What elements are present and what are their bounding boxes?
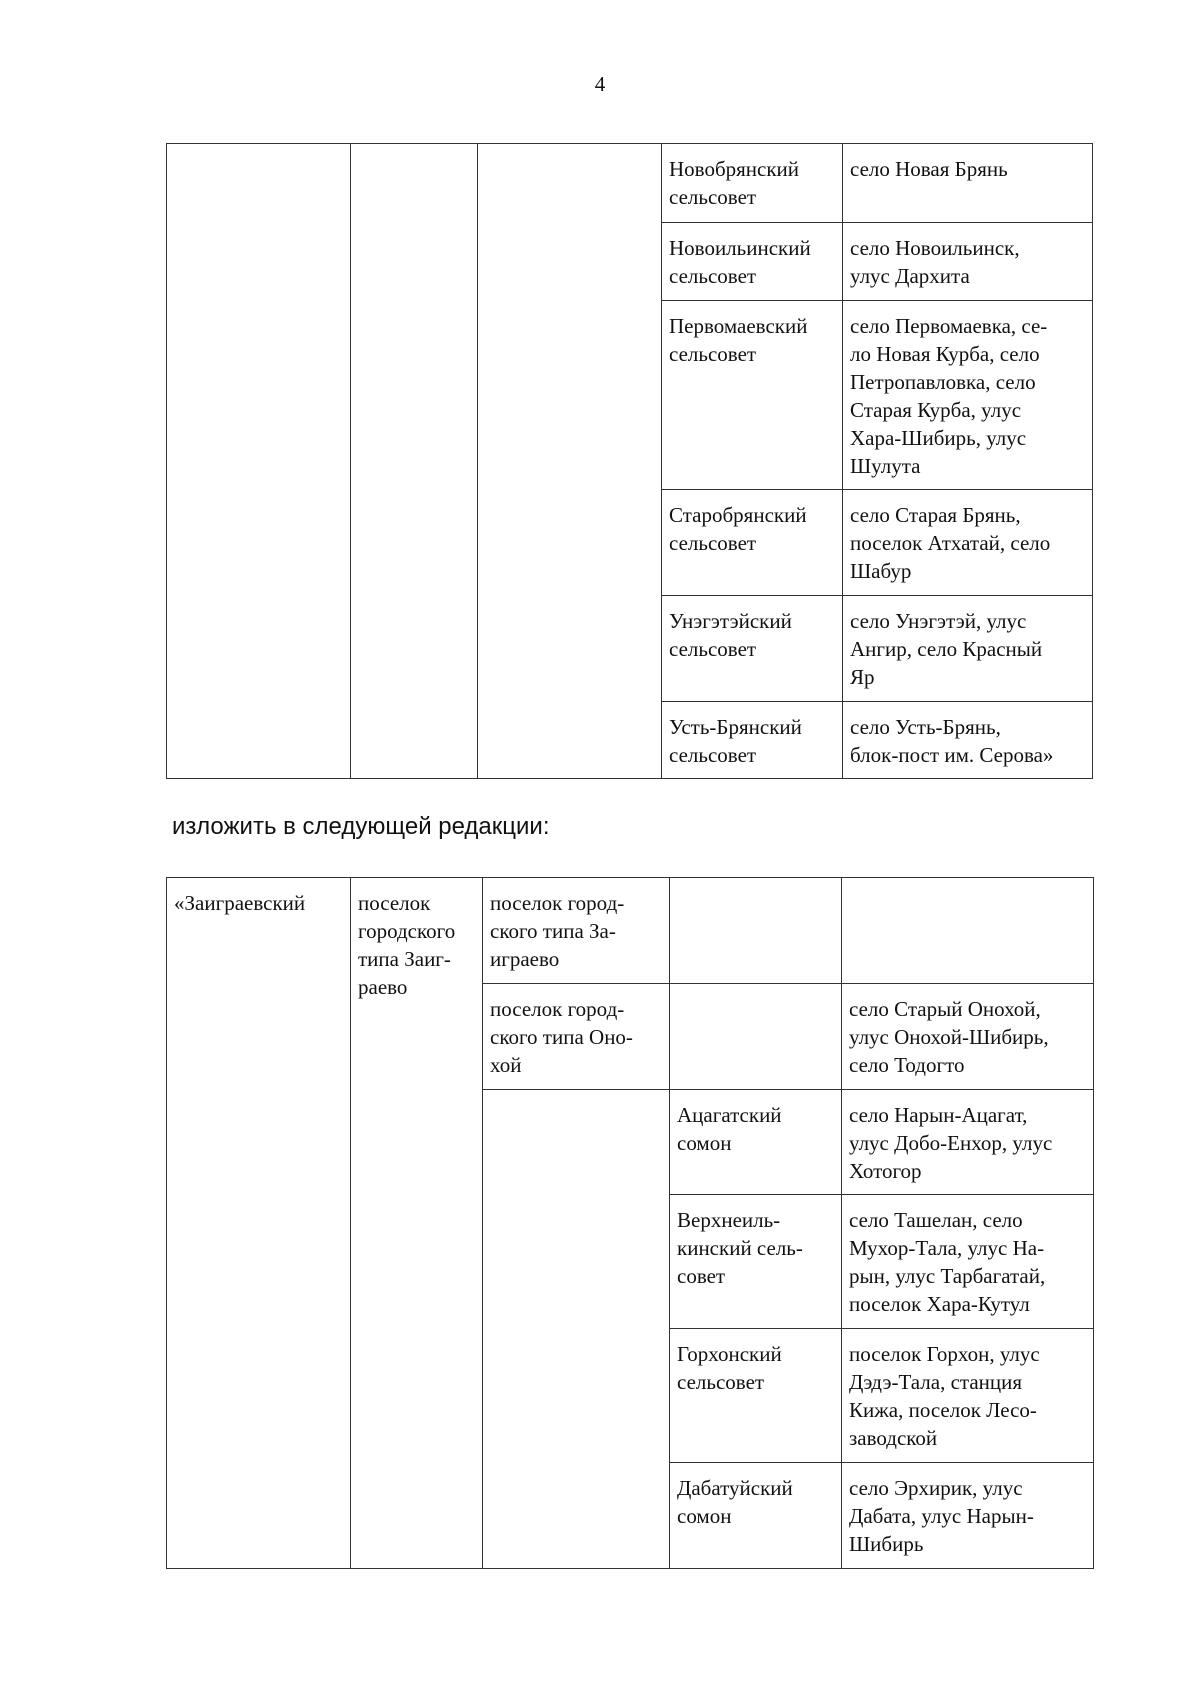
settlement-cell: Новобрянский сельсовет — [662, 144, 843, 223]
center-cell: поселок городского типа Заиг- раево — [351, 878, 483, 1569]
localities-cell: село Унэгэтэй, улус Ангир, село Красный Яр — [843, 596, 1093, 702]
localities-cell: поселок Горхон, улус Дэдэ-Тала, станция Кижа, поселок Лесо- заводской — [842, 1329, 1094, 1463]
settlement-cell: Унэгэтэйский сельсовет — [662, 596, 843, 702]
settlement-cell: Старобрянский сельсовет — [662, 490, 843, 596]
table-row — [167, 144, 1093, 223]
settlement-cell: Горхонский сельсовет — [670, 1329, 842, 1463]
localities-cell — [842, 878, 1094, 984]
settlement-cell — [670, 878, 842, 984]
localities-cell: село Усть-Брянь, блок-пост им. Серова» — [843, 702, 1093, 779]
municipality-cell — [478, 144, 662, 779]
lead-text: изложить в следующей редакции: — [172, 813, 550, 840]
district-cell — [167, 144, 351, 779]
localities-cell: село Первомаевка, се- ло Новая Курба, село Петропавловка, село Старая Курба, улус Хара-Шибирь, улус Шулута — [843, 301, 1093, 490]
localities-cell: село Новоильинск, улус Дархита — [843, 223, 1093, 301]
table-row — [167, 878, 1094, 984]
settlement-cell: Усть-Брянский сельсовет — [662, 702, 843, 779]
municipality-cell: поселок город- ского типа За- играево — [483, 878, 670, 984]
center-cell — [351, 144, 478, 779]
page-number: 4 — [594, 72, 606, 96]
settlement-cell: Ацагатский сомон — [670, 1090, 842, 1195]
settlement-cell: Дабатуйский сомон — [670, 1463, 842, 1569]
settlement-cell — [670, 984, 842, 1090]
localities-cell: село Новая Брянь — [843, 144, 1093, 223]
settlements-table-old — [166, 143, 1093, 779]
settlement-cell: Первомаевский сельсовет — [662, 301, 843, 490]
settlements-table-new — [166, 877, 1094, 1569]
localities-cell: село Эрхирик, улус Дабата, улус Нарын- Шибирь — [842, 1463, 1094, 1569]
settlement-cell: Верхнеиль- кинский сель- совет — [670, 1195, 842, 1329]
localities-cell: село Нарын-Ацагат, улус Добо-Енхор, улус Хотогор — [842, 1090, 1094, 1195]
localities-cell: село Старый Онохой, улус Онохой-Шибирь, село Тодогто — [842, 984, 1094, 1090]
localities-cell: село Ташелан, село Мухор-Тала, улус На- рын, улус Тарбагатай, поселок Хара-Кутул — [842, 1195, 1094, 1329]
settlement-cell: Новоильинский сельсовет — [662, 223, 843, 301]
municipality-cell — [483, 1090, 670, 1569]
municipality-cell: поселок город- ского типа Оно- хой — [483, 984, 670, 1090]
localities-cell: село Старая Брянь, поселок Атхатай, село Шабур — [843, 490, 1093, 596]
district-cell: «Заиграевский — [167, 878, 351, 1569]
